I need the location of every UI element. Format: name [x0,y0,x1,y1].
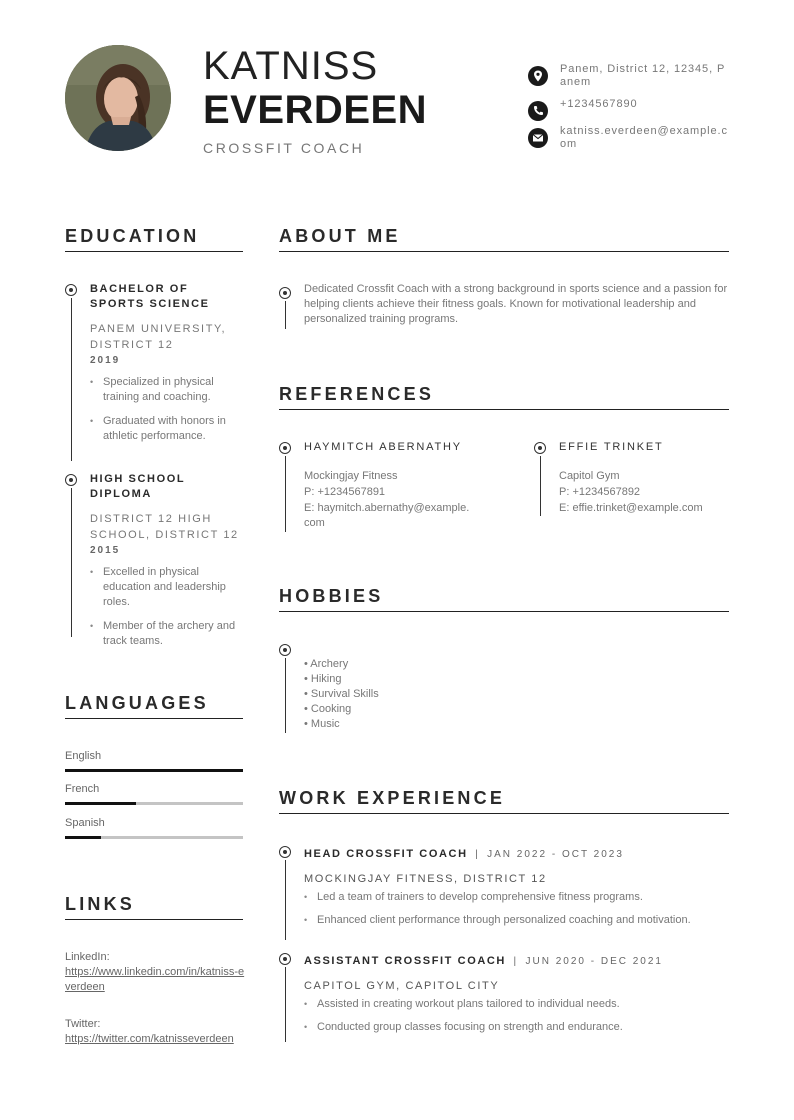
degree-title: HIGH SCHOOL DIPLOMA [90,473,186,500]
education-bullets [90,375,246,444]
language-name: Spanish [65,817,105,829]
list-item: • Excelled in physical education and leadership roles. [90,565,246,610]
profile-photo [65,45,171,151]
hobby-item: • Music [304,718,340,730]
link-label: Twitter: [65,1018,101,1030]
first-name: KATNISS [203,44,379,88]
last-name: EVERDEEN [203,88,428,132]
degree-title: BACHELOR OF SPORTS SCIENCE [90,283,210,310]
location-pin-icon [528,66,548,86]
job-company: MOCKINGJAY FITNESS, DISTRICT 12 [304,873,547,885]
about-text: Dedicated Crossfit Coach with a strong background in sports science and a passion for helping clients achieve their fitness goals. Known for motivational leadership and personalized training programs. [304,283,728,325]
timeline-line [285,301,286,329]
reference-phone: P: +1234567892 [559,486,641,498]
work-item [304,844,732,928]
hobby-item: • Archery [304,658,349,670]
email-text: katniss.everdeen@example.com [560,125,728,150]
timeline-line [71,298,72,461]
languages-heading: LANGUAGES [65,693,209,713]
reference-email: E: haymitch.abernathy@example.com [304,502,470,529]
reference-name: HAYMITCH ABERNATHY [304,441,462,453]
job-bullets [304,890,732,928]
language-level-bar [65,836,243,839]
timeline-line [285,967,286,1042]
list-item: • Led a team of trainers to develop comprehensive fitness programs. [304,890,732,905]
twitter-link[interactable]: https://twitter.com/katnisseverdeen [65,1033,234,1045]
graduation-year: 2015 [90,545,121,556]
language-level-fill [65,836,101,839]
work-item [304,951,732,1035]
education-bullets [90,565,246,649]
timeline-marker-icon [279,846,291,858]
job-dates: JAN 2022 - OCT 2023 [487,849,624,860]
timeline-line [540,456,541,516]
institution: DISTRICT 12 HIGH SCHOOL, DISTRICT 12 [90,513,239,541]
separator: | [513,956,519,967]
job-role: HEAD CROSSFIT COACH [304,848,468,860]
link-label: LinkedIn: [65,951,110,963]
job-dates: JUN 2020 - DEC 2021 [525,956,663,967]
hobby-item: • Survival Skills [304,688,379,700]
timeline-line [285,658,286,733]
list-item: • Graduated with honors in athletic performance. [90,414,246,444]
email-icon [528,128,548,148]
about-heading: ABOUT ME [279,226,401,246]
education-rule [65,251,243,252]
timeline-marker-icon [65,284,77,296]
language-name: English [65,750,102,762]
timeline-marker-icon [534,442,546,454]
portrait-photo-icon [65,45,171,151]
link-item [65,1017,245,1047]
timeline-marker-icon [279,442,291,454]
links-rule [65,919,243,920]
language-level-bar [65,802,243,805]
list-item: • Assisted in creating workout plans tailored to individual needs. [304,997,732,1012]
language-level-fill [65,769,243,772]
reference-company: Mockingjay Fitness [304,470,398,482]
education-heading: EDUCATION [65,226,200,246]
separator: | [475,849,480,860]
timeline-marker-icon [279,644,291,656]
job-role: ASSISTANT CROSSFIT COACH [304,955,506,967]
about-rule [279,251,729,252]
education-item [90,282,246,444]
work-heading: WORK EXPERIENCE [279,788,506,808]
linkedin-link[interactable]: https://www.linkedin.com/in/katniss-everdeen [65,966,245,993]
list-item: • Specialized in physical training and coaching. [90,375,246,405]
job-company: CAPITOL GYM, CAPITOL CITY [304,980,500,992]
address-text: Panem, District 12, 12345, Panem [560,63,726,88]
languages-rule [65,718,243,719]
hobbies-rule [279,611,729,612]
reference-item [304,440,474,531]
reference-phone: P: +1234567891 [304,486,386,498]
link-item [65,950,245,995]
language-name: French [65,783,100,795]
list-item: • Conducted group classes focusing on strength and endurance. [304,1020,732,1035]
links-heading: LINKS [65,894,135,914]
references-heading: REFERENCES [279,384,435,404]
timeline-line [285,860,286,940]
hobbies-list [304,657,504,732]
timeline-marker-icon [279,287,291,299]
hobby-item: • Cooking [304,703,352,715]
timeline-line [285,456,286,532]
work-rule [279,813,729,814]
job-heading [304,951,732,969]
list-item: • Enhanced client performance through personalized coaching and motivation. [304,913,732,928]
institution: PANEM UNIVERSITY, DISTRICT 12 [90,323,227,351]
timeline-marker-icon [65,474,77,486]
timeline-line [71,488,72,637]
language-level-fill [65,802,136,805]
reference-item [559,440,729,516]
reference-email: E: effie.trinket@example.com [559,502,703,514]
phone-icon [528,101,548,121]
graduation-year: 2019 [90,355,121,366]
hobbies-heading: HOBBIES [279,586,384,606]
education-item [90,472,246,649]
timeline-marker-icon [279,953,291,965]
hobby-item: • Hiking [304,673,342,685]
job-bullets [304,997,732,1035]
job-title: CROSSFIT COACH [203,140,365,156]
language-level-bar [65,769,243,772]
reference-name: EFFIE TRINKET [559,441,664,453]
job-heading [304,844,732,862]
phone-text: +1234567890 [560,98,638,110]
list-item: • Member of the archery and track teams. [90,619,246,649]
reference-company: Capitol Gym [559,470,620,482]
references-rule [279,409,729,410]
